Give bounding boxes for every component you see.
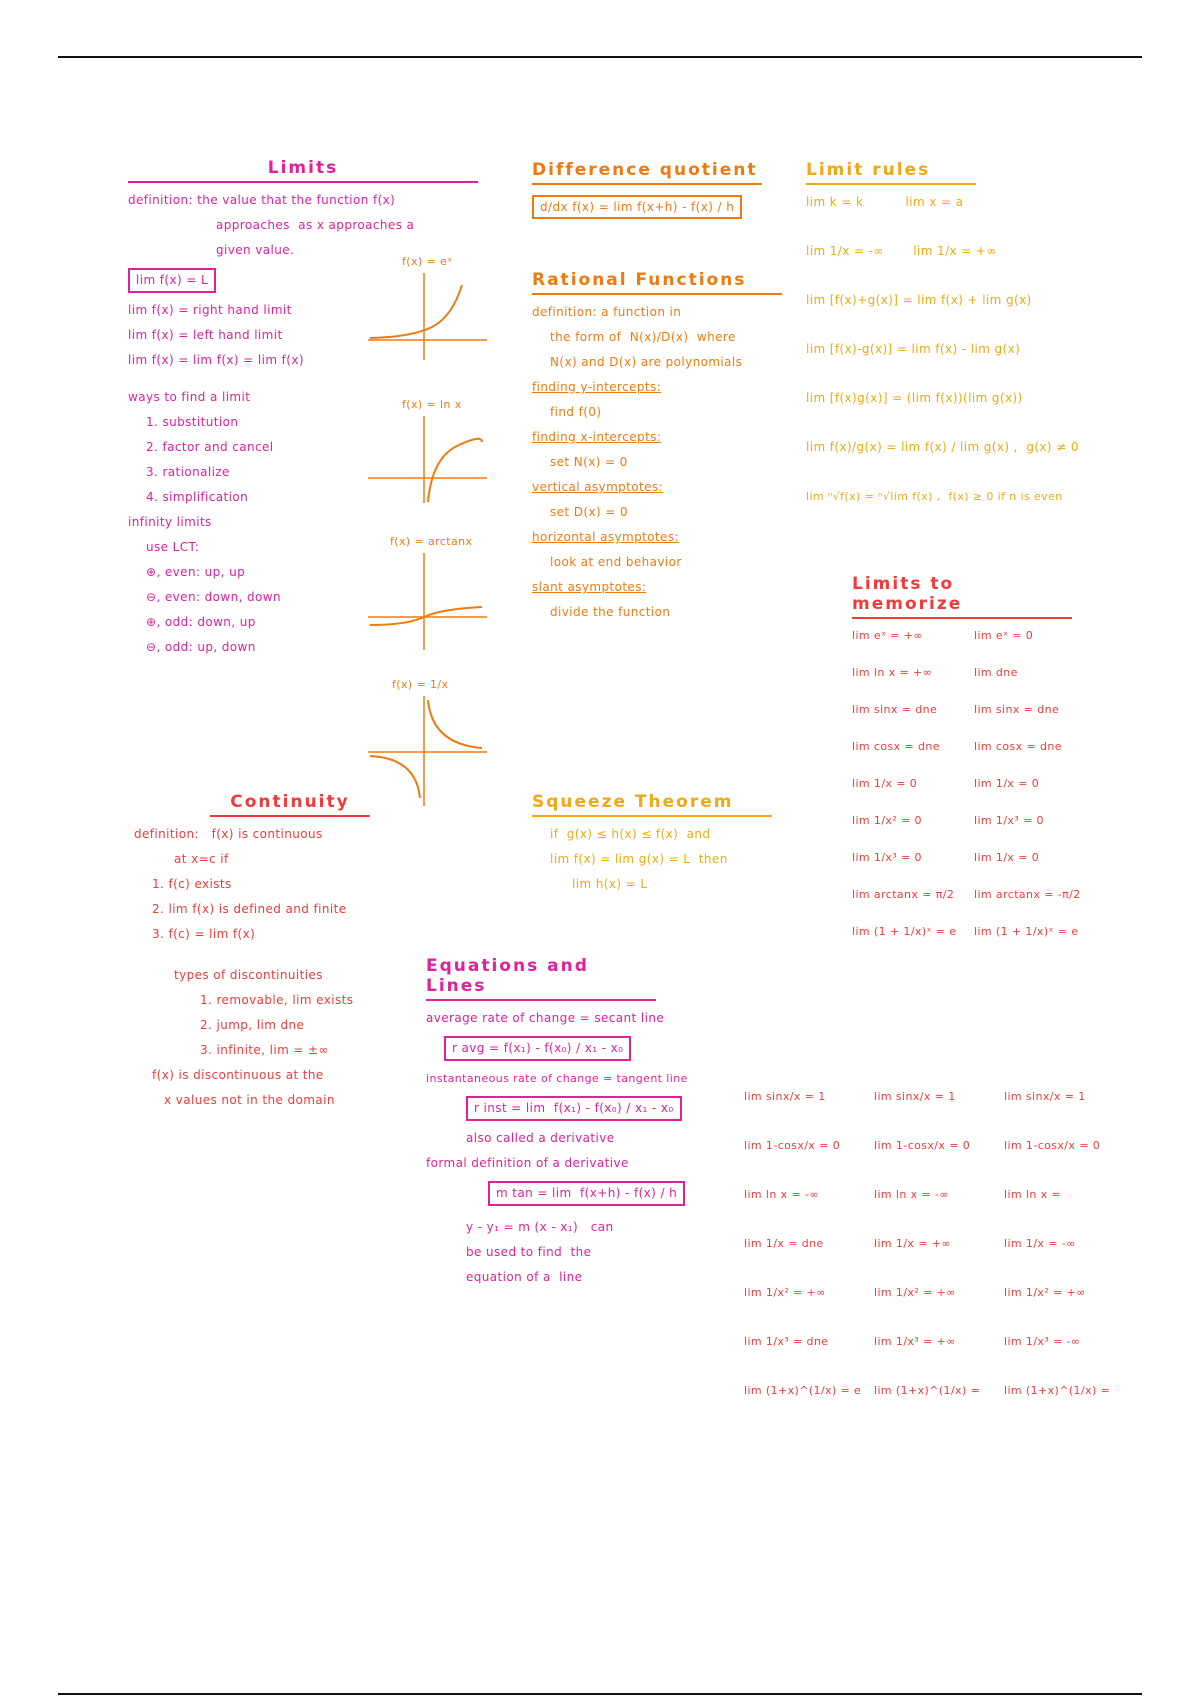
squeeze-section: [532, 792, 772, 902]
lct-item-4: ⊖, odd: up, down: [146, 640, 256, 654]
graph-exp-svg: [362, 255, 492, 365]
memo-cell: lim sinx/x = 1: [874, 1090, 956, 1103]
continuity-title: Continuity: [210, 792, 370, 817]
rational-ha-do: look at end behavior: [550, 555, 682, 569]
equations-section: [426, 956, 746, 1295]
memo-cell: lim (1+x)^(1/x) = e: [744, 1384, 862, 1397]
rational-line-2: the form of N(x)/D(x) where: [550, 330, 736, 344]
lct-item-2: ⊖, even: down, down: [146, 590, 282, 604]
graph-arctan-svg: [362, 535, 492, 655]
squeeze-title: Squeeze Theorem: [532, 792, 772, 817]
bottom-rule: [58, 1693, 1142, 1695]
graph-exp-label: f(x) = eˣ: [402, 255, 453, 268]
memo-cell: lim 1/x² = +∞: [1004, 1286, 1086, 1299]
lct-item-3: ⊕, odd: down, up: [146, 615, 256, 629]
graph-ln-svg: [362, 398, 492, 508]
point-slope-2: be used to find the: [466, 1245, 592, 1259]
squeeze-line-2: lim f(x) = lim g(x) = L then: [550, 852, 728, 866]
memo-cell: lim (1+x)^(1/x) =: [1004, 1384, 1111, 1397]
rational-va: vertical asymptotes:: [532, 480, 663, 494]
graph-ln-label: f(x) = ln x: [402, 398, 462, 411]
memorize-title: Limits to memorize: [852, 574, 1072, 619]
graph-reciprocal: [362, 678, 492, 808]
memo-cell: lim 1/x = 0: [974, 777, 1040, 790]
memo-cell: lim (1+x)^(1/x) =: [874, 1384, 981, 1397]
memo-cell: lim 1-cosx/x = 0: [744, 1139, 841, 1152]
continuity-line-2: at x=c if: [174, 852, 229, 866]
memo-cell: lim (1 + 1/x)ˣ = e: [974, 925, 1079, 938]
lct-label: use LCT:: [146, 540, 200, 554]
rational-sa-do: divide the function: [550, 605, 671, 619]
memo-cell: lim 1/x = +∞: [874, 1237, 951, 1250]
rule-4: lim [f(x)-g(x)] = lim f(x) - lim g(x): [806, 342, 1021, 356]
memo-cell: lim 1/x³ = 0: [852, 851, 922, 864]
equations-title: Equations and Lines: [426, 956, 656, 1001]
rational-ha: horizontal asymptotes:: [532, 530, 679, 544]
discontinuity-types-title: types of discontinuities: [174, 968, 323, 982]
memo-cell: lim 1-cosx/x = 0: [874, 1139, 971, 1152]
memo-cell: lim arctanx = -π/2: [974, 888, 1081, 901]
memo-cell: lim ln x =: [1004, 1188, 1062, 1201]
continuity-section: [134, 792, 454, 1118]
memo-cell: lim 1/x = dne: [744, 1237, 824, 1250]
rule-6: lim f(x)/g(x) = lim f(x) / lim g(x) , g(x) ≠ 0: [806, 440, 1079, 454]
rule-3: lim [f(x)+g(x)] = lim f(x) + lim g(x): [806, 293, 1032, 307]
memo-cell: lim 1/x³ = 0: [974, 814, 1044, 827]
memo-cell: lim cosx = dne: [974, 740, 1062, 753]
discontinuity-type-1: 1. removable, lim exists: [200, 993, 354, 1007]
formal-formula: m tan = lim f(x+h) - f(x) / h: [488, 1181, 685, 1206]
limits-item-2: lim f(x) = left hand limit: [128, 328, 283, 342]
way-1: 1. substitution: [146, 415, 239, 429]
graph-reciprocal-label: f(x) = 1/x: [392, 678, 449, 691]
memo-cell: lim 1/x² = +∞: [874, 1286, 956, 1299]
rules-section: [806, 160, 1136, 514]
point-slope-1: y - y₁ = m (x - x₁) can: [466, 1220, 614, 1234]
graph-exp: [362, 255, 492, 365]
memo-cell: lim sinx/x = 1: [744, 1090, 826, 1103]
memo-cell: lim ln x = +∞: [852, 666, 933, 679]
rule-7: lim ⁿ√f(x) = ⁿ√lim f(x) , f(x) ≥ 0 if n is even: [806, 490, 1063, 503]
memo-cell: lim 1/x = 0: [852, 777, 918, 790]
inst-formula: r inst = lim f(x₁) - f(x₀) / x₁ - x₀: [466, 1096, 682, 1121]
memo-cell: lim ln x = -∞: [744, 1188, 819, 1201]
rational-xint: finding x-intercepts:: [532, 430, 662, 444]
infinity-title: infinity limits: [128, 515, 212, 529]
memo-cell: lim sinx = dne: [852, 703, 938, 716]
difference-formula: d/dx f(x) = lim f(x+h) - f(x) / h: [532, 195, 742, 219]
rational-yint-do: find f(0): [550, 405, 602, 419]
memo-cell: lim 1/x³ = dne: [744, 1335, 829, 1348]
rational-line-3: N(x) and D(x) are polynomials: [550, 355, 743, 369]
memorize-section: [852, 574, 1122, 938]
memo-cell: lim 1-cosx/x = 0: [1004, 1139, 1101, 1152]
memo-cell: lim cosx = dne: [852, 740, 940, 753]
difference-section: [532, 160, 762, 219]
rational-va-do: set D(x) = 0: [550, 505, 628, 519]
memo-cell: lim ln x = -∞: [874, 1188, 949, 1201]
memo-cell: lim arctanx = π/2: [852, 888, 955, 901]
rational-title: Rational Functions: [532, 270, 782, 295]
limit-boxed: lim f(x) = L: [128, 268, 216, 293]
way-2: 2. factor and cancel: [146, 440, 274, 454]
continuity-line-1: definition: f(x) is continuous: [134, 827, 323, 841]
memo-cell: lim 1/x³ = +∞: [874, 1335, 956, 1348]
rational-line-1: definition: a function in: [532, 305, 682, 319]
rule-1: lim k = k lim x = a: [806, 195, 964, 209]
rational-sa: slant asymptotes:: [532, 580, 647, 594]
graph-ln: [362, 398, 492, 508]
memo-cell: lim 1/x = 0: [974, 851, 1040, 864]
limits-item-3: lim f(x) = lim f(x) = lim f(x): [128, 353, 304, 367]
squeeze-line-3: lim h(x) = L: [572, 877, 648, 891]
limits-def-2: approaches as x approaches a: [216, 218, 415, 232]
rule-5: lim [f(x)g(x)] = (lim f(x))(lim g(x)): [806, 391, 1023, 405]
rule-2: lim 1/x = -∞ lim 1/x = +∞: [806, 244, 997, 258]
memo-cell: lim 1/x² = 0: [852, 814, 922, 827]
limits-item-1: lim f(x) = right hand limit: [128, 303, 292, 317]
rational-xint-do: set N(x) = 0: [550, 455, 628, 469]
discontinuity-type-2: 2. jump, lim dne: [200, 1018, 305, 1032]
memo-cell: lim 1/x³ = -∞: [1004, 1335, 1081, 1348]
discontinuity-note-1: f(x) is discontinuous at the: [152, 1068, 324, 1082]
memo-cell: lim sinx/x = 1: [1004, 1090, 1086, 1103]
way-3: 3. rationalize: [146, 465, 230, 479]
discontinuity-type-3: 3. infinite, lim = ±∞: [200, 1043, 329, 1057]
squeeze-line-1: if g(x) ≤ h(x) ≤ f(x) and: [550, 827, 711, 841]
limits-def-3: given value.: [216, 243, 295, 257]
limits-def-1: definition: the value that the function f(x): [128, 193, 396, 207]
memo-cell: lim 1/x = -∞: [1004, 1237, 1076, 1250]
top-rule: [58, 56, 1142, 58]
difference-title: Difference quotient: [532, 160, 762, 185]
memo-cell: lim eˣ = +∞: [852, 629, 923, 642]
memo-cell: lim 1/x² = +∞: [744, 1286, 826, 1299]
memorize-pairs: [852, 629, 1122, 938]
formal-definition: formal definition of a derivative: [426, 1156, 629, 1170]
lct-item-1: ⊕, even: up, up: [146, 565, 246, 579]
ways-title: ways to find a limit: [128, 390, 251, 404]
also-derivative: also called a derivative: [466, 1131, 615, 1145]
continuity-line-3: 1. f(c) exists: [152, 877, 232, 891]
avg-rate: average rate of change = secant line: [426, 1011, 665, 1025]
graph-reciprocal-svg: [362, 678, 492, 808]
graph-arctan: [362, 535, 492, 655]
limits-title: Limits: [128, 158, 478, 183]
memorize-triples: [744, 1090, 1144, 1397]
rational-section: [532, 270, 782, 630]
avg-formula: r avg = f(x₁) - f(x₀) / x₁ - x₀: [444, 1036, 631, 1061]
rules-title: Limit rules: [806, 160, 976, 185]
way-4: 4. simplification: [146, 490, 249, 504]
inst-rate: instantaneous rate of change = tangent line: [426, 1072, 688, 1085]
memo-cell: lim sinx = dne: [974, 703, 1060, 716]
continuity-line-5: 3. f(c) = lim f(x): [152, 927, 256, 941]
rational-yint: finding y-intercepts:: [532, 380, 662, 394]
graph-arctan-label: f(x) = arctanx: [390, 535, 473, 548]
discontinuity-note-2: x values not in the domain: [164, 1093, 335, 1107]
continuity-line-4: 2. lim f(x) is defined and finite: [152, 902, 347, 916]
memo-cell: lim eˣ = 0: [974, 629, 1034, 642]
memo-cell: lim dne: [974, 666, 1018, 679]
point-slope-3: equation of a line: [466, 1270, 583, 1284]
memo-cell: lim (1 + 1/x)ˣ = e: [852, 925, 957, 938]
